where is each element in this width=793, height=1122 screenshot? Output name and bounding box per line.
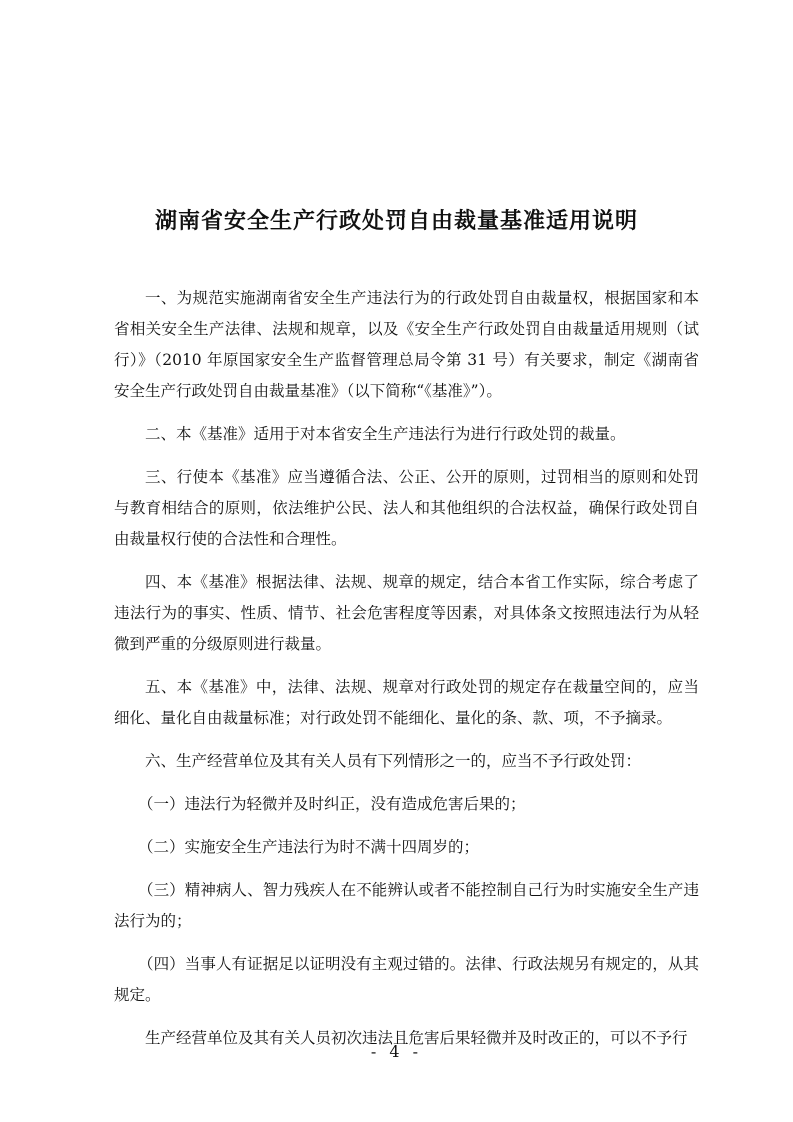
- paragraph-5: 五、本《基准》中，法律、法规、规章对行政处罚的规定存在裁量空间的，应当细化、量化自由裁量标准；对行政处罚不能细化、量化的条、款、项，不予摘录。: [114, 678, 699, 727]
- list-item-3: （三）精神病人、智力残疾人在不能辨认或者不能控制自己行为时实施安全生产违法行为的；: [114, 881, 699, 930]
- paragraph-2: 二、本《基准》适用于对本省安全生产违法行为进行行政处罚的裁量。: [145, 425, 626, 443]
- paragraph-4: 四、本《基准》根据法律、法规、规章的规定，结合本省工作实际，综合考虑了违法行为的事实、性质、情节、社会危害程度等因素，对具体条文按照违法行为从轻微到严重的分级原则进行裁量。: [114, 573, 699, 653]
- document-body: [114, 283, 699, 1066]
- list-item-4: （四）当事人有证据足以证明没有主观过错的。法律、行政法规另有规定的，从其规定。: [114, 955, 699, 1004]
- list-item-1: （一）违法行为轻微并及时纠正，没有造成危害后果的；: [138, 795, 526, 813]
- paragraph-6: 六、生产经营单位及其有关人员有下列情形之一的，应当不予行政处罚：: [145, 752, 642, 770]
- list-item-2: （二）实施安全生产违法行为时不满十四周岁的；: [138, 838, 480, 856]
- document-title: 湖南省安全生产行政处罚自由裁量基准适用说明: [154, 209, 638, 234]
- paragraph-3: 三、行使本《基准》应当遵循合法、公正、公开的原则，过罚相当的原则和处罚与教育相结合的原则，依法维护公民、法人和其他组织的合法权益，确保行政处罚自由裁量权行使的合法性和合理性。: [114, 468, 699, 548]
- paragraph-1: 一、为规范实施湖南省安全生产违法行为的行政处罚自由裁量权，根据国家和本省相关安全生产法律、法规和规章，以及《安全生产行政处罚自由裁量适用规则（试行）》（2010 年原国家安全生产监督管理总局令第 31 号）有关要求，制定《湖南省安全生产行政处罚自由裁量基准》（以下简称“《基准》”）。: [114, 289, 699, 400]
- paragraph-7: 生产经营单位及其有关人员初次违法且危害后果轻微并及时改正的，可以不予行: [145, 1029, 688, 1047]
- page-number: - 4 -: [370, 1042, 423, 1061]
